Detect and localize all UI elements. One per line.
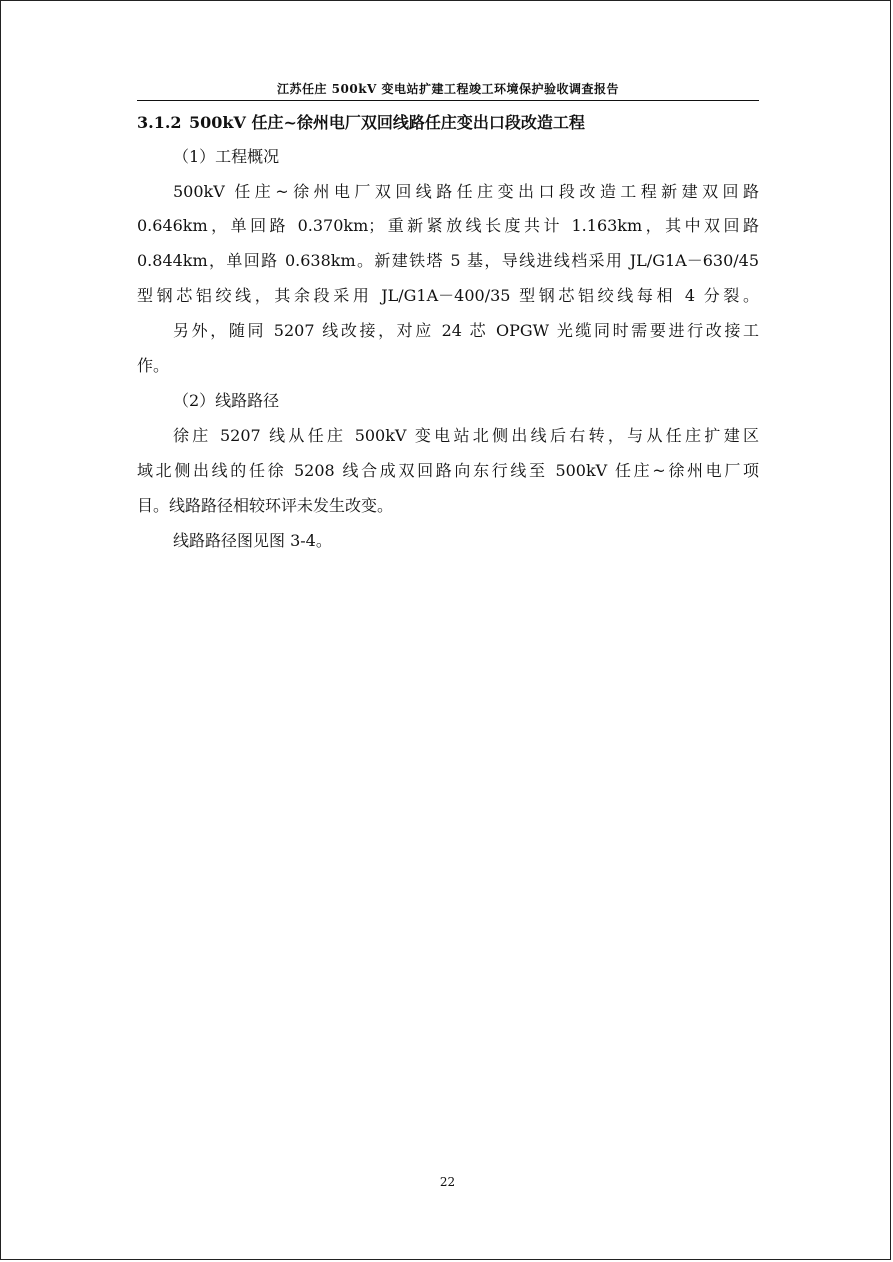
- paragraph-line: 域北侧出线的任徐 5208 线合成双回路向东行线至 500kV 任庄~徐州电厂项: [137, 461, 759, 480]
- section-heading: [137, 110, 585, 133]
- subheading-project-overview: （1）工程概况: [173, 147, 280, 166]
- paragraph-line: 0.646km，单回路 0.370km；重新紧放线长度共计 1.163km，其中双回路: [137, 216, 759, 235]
- paragraph-line: 作。: [137, 356, 170, 375]
- running-header: 江苏任庄 500kV 变电站扩建工程竣工环境保护验收调查报告: [276, 82, 620, 96]
- paragraph-line: 徐庄 5207 线从任庄 500kV 变电站北侧出线后右转，与从任庄扩建区: [173, 426, 759, 445]
- subheading-line-route: （2）线路路径: [173, 391, 280, 410]
- paragraph-line: 目。线路路径相较环评未发生改变。: [137, 496, 394, 515]
- paragraph-line: 另外，随同 5207 线改接，对应 24 芯 OPGW 光缆同时需要进行改接工: [173, 321, 759, 340]
- paragraph-line: 型钢芯铝绞线，其余段采用 JL/G1A－400/35 型钢芯铝绞线每相 4 分裂。: [137, 286, 759, 305]
- page-number: 22: [439, 1175, 456, 1189]
- section-title: 500kV 任庄~徐州电厂双回线路任庄变出口段改造工程: [189, 113, 585, 132]
- paragraph-line: 500kV 任庄~徐州电厂双回线路任庄变出口段改造工程新建双回路: [173, 182, 759, 201]
- section-number: 3.1.2: [137, 113, 182, 132]
- header-rule: [137, 100, 759, 101]
- paragraph-line: 线路路径图见图 3-4。: [173, 531, 332, 550]
- paragraph-line: 0.844km，单回路 0.638km。新建铁塔 5 基，导线进线档采用 JL/G1A－630/45: [137, 251, 759, 270]
